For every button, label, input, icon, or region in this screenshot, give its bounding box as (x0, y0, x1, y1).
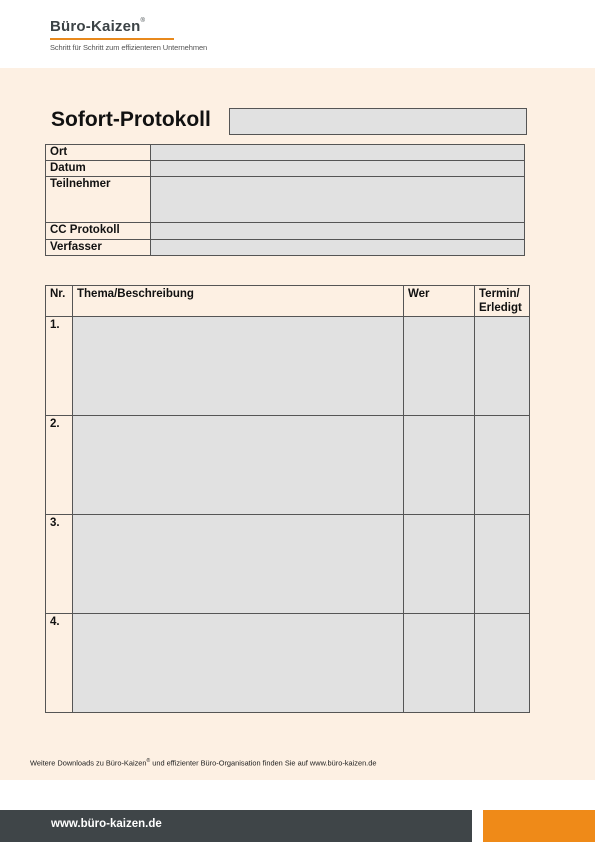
wer-field[interactable] (404, 614, 475, 713)
thema-field[interactable] (73, 317, 404, 416)
teilnehmer-field[interactable] (151, 177, 525, 223)
verfasser-field[interactable] (151, 240, 525, 256)
datum-field[interactable] (151, 161, 525, 177)
termin-field[interactable] (475, 317, 530, 416)
termin-field[interactable] (475, 416, 530, 515)
thema-field[interactable] (73, 614, 404, 713)
brand-name: Büro-Kaizen® (50, 18, 146, 35)
brand-logo (50, 18, 208, 52)
thema-field[interactable] (73, 515, 404, 614)
row-number: 2. (46, 416, 73, 515)
footer-url-link[interactable]: www.büro-kaizen.de (51, 818, 162, 830)
termin-field[interactable] (475, 515, 530, 614)
ort-field[interactable] (151, 145, 525, 161)
row-number: 1. (46, 317, 73, 416)
info-label-datum: Datum (46, 161, 151, 177)
info-row-cc (46, 223, 525, 240)
brand-tagline: Schritt für Schritt zum effizienteren Unternehmen (50, 43, 208, 52)
info-label-verfasser: Verfasser (46, 240, 151, 256)
wer-field[interactable] (404, 317, 475, 416)
header-termin-line2: Erledigt (479, 302, 522, 314)
info-row-datum (46, 161, 525, 177)
header-thema: Thema/Beschreibung (73, 286, 404, 317)
wer-field[interactable] (404, 515, 475, 614)
row-number: 3. (46, 515, 73, 614)
info-label-cc-protokoll: CC Protokoll (46, 223, 151, 240)
footer-accent-block (483, 810, 595, 842)
task-table (45, 285, 530, 713)
info-row-ort (46, 145, 525, 161)
footer-registered-mark: ® (146, 758, 151, 764)
info-label-ort: Ort (46, 145, 151, 161)
registered-mark: ® (140, 18, 146, 24)
table-row (46, 515, 530, 614)
task-table-header (46, 286, 530, 317)
brand-underline (50, 38, 174, 40)
table-row (46, 416, 530, 515)
table-row (46, 317, 530, 416)
page-title: Sofort-Protokoll (51, 108, 211, 131)
info-label-teilnehmer: Teilnehmer (46, 177, 151, 223)
header-termin-line1: Termin/ (479, 288, 520, 300)
header-termin (475, 286, 530, 317)
table-row (46, 614, 530, 713)
meeting-info-table (45, 144, 525, 256)
header-nr: Nr. (46, 286, 73, 317)
thema-field[interactable] (73, 416, 404, 515)
row-number: 4. (46, 614, 73, 713)
cc-protokoll-field[interactable] (151, 223, 525, 240)
title-input-field[interactable] (229, 108, 527, 135)
footer-note: Weitere Downloads zu Büro-Kaizen® und effizienter Büro-Organisation finden Sie auf www.büro-kaizen.de (30, 758, 377, 768)
wer-field[interactable] (404, 416, 475, 515)
header-wer: Wer (404, 286, 475, 317)
info-row-verfasser (46, 240, 525, 256)
info-row-teilnehmer (46, 177, 525, 223)
termin-field[interactable] (475, 614, 530, 713)
